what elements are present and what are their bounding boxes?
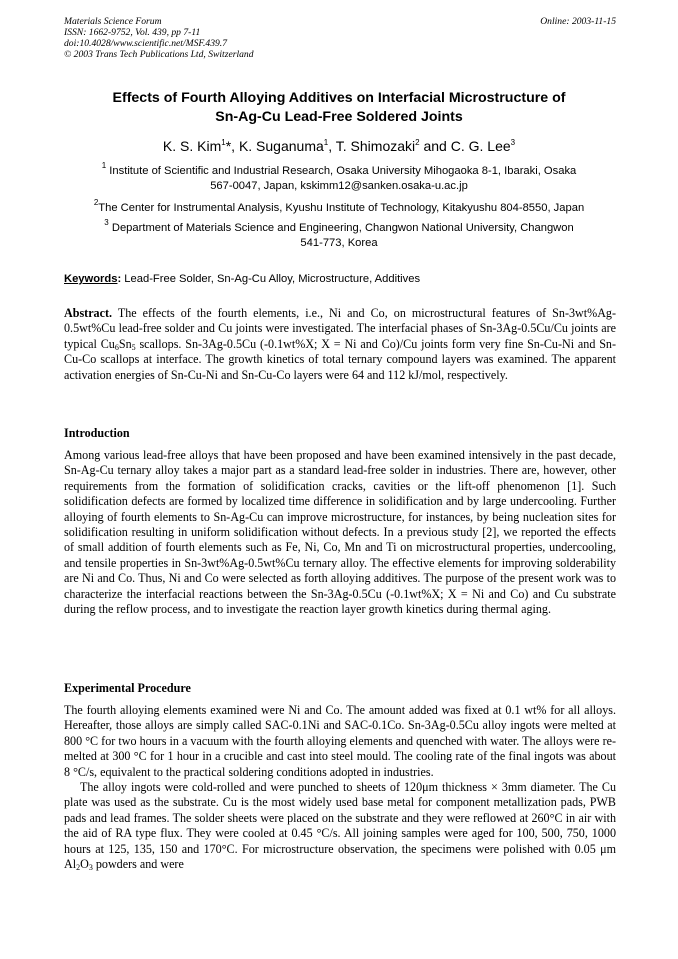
affiliation-number: 1 (101, 161, 107, 170)
online-date: Online: 2003-11-15 (540, 16, 616, 27)
affiliation-text: The Center for Instrumental Analysis, Kyushu Institute of Technology, Kitakyushu 804-8550, Japan (98, 202, 585, 214)
author-affiliation-mark: 2 (415, 138, 420, 147)
affiliation-text: Institute of Scientific and Industrial Research, Osaka University Mihogaoka 8-1, Ibaraki, Osaka (109, 165, 577, 177)
author-list (40, 137, 638, 155)
affiliation-text-continued: 567-0047, Japan, kskimm12@sanken.osaka-u.ac.jp (210, 180, 468, 192)
author-separator: and (419, 138, 451, 154)
abstract-text: Sn (118, 336, 132, 351)
subscript: 5 (131, 342, 136, 352)
paragraph: The fourth alloying elements examined were Ni and Co. The amount added was fixed at 0.1 wt% for all alloys. Hereafter, those alloys are simply called SAC-0.1Ni and SAC-0.1Co. Sn-3Ag-0.5Cu alloy ingots were melted at 800 °C for two hours in a vacuum with the fourth alloying elements and quenched with water. The alloys were re-melted at 300 °C for 1 hour in a crucible and cast into steel mould. The cooling rate of the final ingots was about 8 °C/s, equivalent to the practical soldering conditions adopted in industries. (64, 703, 616, 779)
keywords-label: Keywords (64, 273, 118, 285)
subscript: 6 (114, 342, 119, 352)
author-name: T. Shimozaki (335, 138, 416, 154)
affiliation-3 (50, 218, 628, 251)
experimental-heading: Experimental Procedure (64, 681, 191, 695)
doi-line: doi:10.4028/www.scientific.net/MSF.439.7 (64, 38, 227, 49)
publication-header (64, 16, 616, 60)
abstract-label: Abstract. (64, 306, 113, 320)
introduction-text: Among various lead-free alloys that have been proposed and have been examined intensively in the past decade, Sn-Ag-Cu ternary alloy takes a major part as a standard lead-free solder in industries. There are, however, other requirements from the formation of solidification cracks, cavities or the lift-off phenomenon [1]. Such solidification defects are formed by localized time difference in solidification and by large undercooling. Further alloying of fourth elements to Sn-Ag-Cu can improve microstructure, for instances, by being nucleation sites for solidification resulting in uniform solidification without defects. In a previous study [2], we reported the effects of small addition of fourth elements such as Fe, Ni, Co, Mn and Ti on microstructural properties, undercooling, and tensile properties in Sn-3wt%Ag-0.5wt%Cu ternary alloy. The effective elements for improving solderability are Ni and Co. Thus, Ni and Co were selected as forth alloying additives. The purpose of the present work was to characterize the interfacial reactions between the Sn-3Ag-0.5Cu (-0.1wt%X; X = Ni and Co) and Cu substrate during the reflow process, and to investigate the reaction layer growth kinetics during thermal aging. (64, 448, 616, 617)
subscript: 2 (76, 863, 81, 873)
copyright-line: © 2003 Trans Tech Publications Ltd, Switzerland (64, 49, 254, 60)
introduction-heading: Introduction (64, 426, 130, 440)
author-name: C. G. Lee (450, 138, 511, 154)
abstract-text: scallops. Sn-3Ag-0.5Cu (-0.1wt%X; X = Ni and Co)/Cu joints form very fine Sn-Cu-Ni and Sn-Cu-Co scallops at interface. The growth kinetics of total ternary compound layers was examined. The apparent activation energies of Sn-Cu-Ni and Sn-Cu-Co layers were 64 and 112 kJ/mol, respectively. (64, 336, 617, 382)
author-affiliation-mark: 3 (510, 138, 516, 147)
issn-line: ISSN: 1662-9752, Vol. 439, pp 7-11 (64, 27, 201, 38)
abstract (64, 306, 616, 383)
author-separator: *, (225, 138, 239, 154)
keywords-text: Lead-Free Solder, Sn-Ag-Cu Alloy, Microstructure, Additives (121, 273, 421, 285)
keywords: Keywords: Lead-Free Solder, Sn-Ag-Cu Alloy, Microstructure, Additives (64, 273, 421, 285)
experimental-text (64, 703, 616, 872)
author-separator: , (328, 138, 336, 154)
author-name: K. S. Kim (162, 138, 222, 154)
title-line-1: Effects of Fourth Alloying Additives on Interfacial Microstructure of (112, 90, 566, 106)
affiliation-number: 3 (104, 218, 109, 227)
author-affiliation-mark: 1 (221, 138, 226, 147)
author-name: K. Suganuma (238, 138, 324, 154)
affiliation-2 (40, 198, 638, 216)
paragraph: The alloy ingots were cold-rolled and were punched to sheets of 120μm thickness × 3mm diameter. The Cu plate was used as the substrate. Cu is the most widely used base metal for component metallization pads, PWB pads and lead frames. The solder sheets were placed on the substrate and they were reflowed at 260°C in air with the aid of RA type flux. They were cooled at 0.45 °C/s. All joining samples were aged for 100, 500, 750, 1000 hours at 125, 135, 150 and 170°C. For microstructure observation, the specimens were polished with 0.05 μm $Al_2O_3$ powders and were (64, 780, 616, 873)
affiliation-1 (50, 161, 628, 194)
title-line-2: Sn-Ag-Cu Lead-Free Soldered Joints (215, 109, 463, 125)
paper-title (40, 89, 638, 127)
affiliation-number: 2 (93, 198, 99, 207)
abstract-text: The effects of the fourth elements, i.e., Ni and Co, on microstructural features of Sn-3wt%Ag-0.5wt%Cu lead-free solder and Cu joints were investigated. The interfacial phases of Sn-3Ag-0.5Cu/Cu joints are typical Cu (64, 306, 616, 351)
author-affiliation-mark: 1 (323, 138, 329, 147)
affiliation-text-continued: 541-773, Korea (300, 237, 378, 249)
subscript: 3 (88, 863, 93, 873)
journal-name: Materials Science Forum (64, 16, 162, 27)
affiliation-text: Department of Materials Science and Engineering, Changwon National University, Changwon (111, 222, 574, 234)
